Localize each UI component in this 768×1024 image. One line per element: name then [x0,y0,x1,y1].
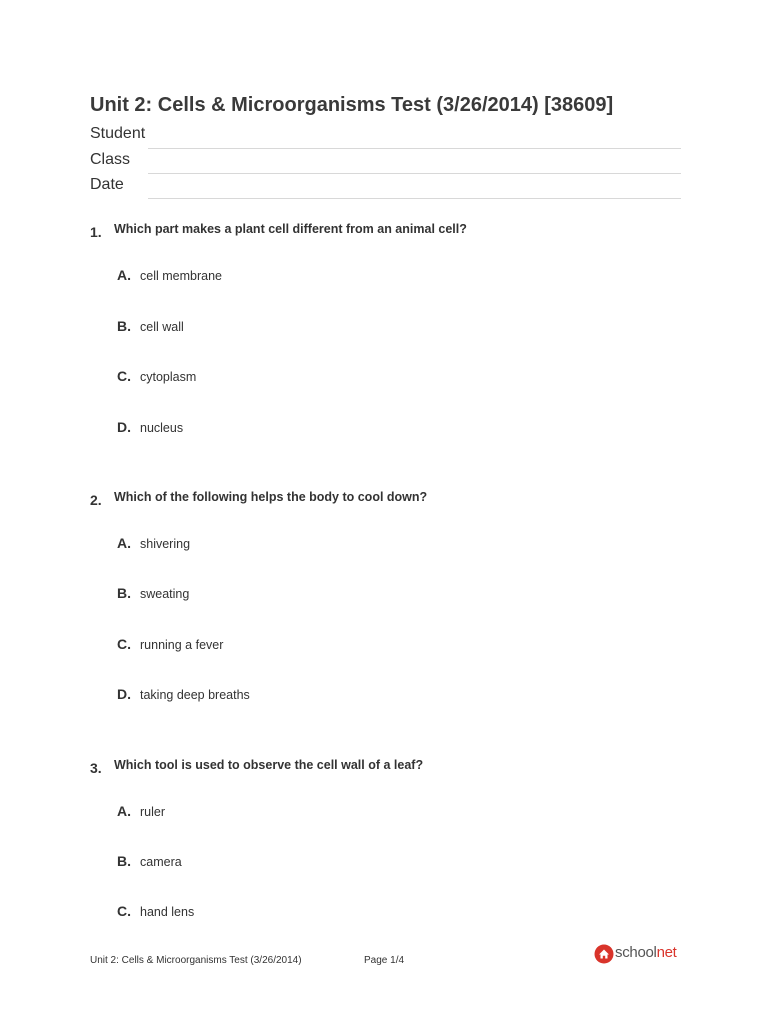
question-1-option-c [117,370,517,390]
logo-text-net: net [656,944,677,961]
question-text: Which part makes a plant cell different from an animal cell? [114,222,467,236]
student-field [90,125,681,150]
option-text: running a fever [140,638,224,652]
option-text: shivering [140,537,191,551]
question-2-option-d [117,688,517,708]
option-letter: C. [117,903,131,919]
question-text: Which of the following helps the body to cool down? [114,490,428,504]
question-3-option-b [117,855,517,875]
schoolnet-logo-text [615,944,677,961]
option-letter: A. [117,803,131,819]
question-number: 2. [90,492,102,508]
logo-text-school: school [615,944,657,961]
question-3-option-a [117,805,517,825]
question-1-option-a [117,269,517,289]
question-2-option-a [117,537,517,557]
footer-page-number: Page 1/4 [364,955,405,966]
schoolnet-logo [594,943,684,965]
schoolnet-logo-icon [594,944,614,964]
question-1-option-b [117,320,517,340]
class-label: Class [90,151,131,168]
question-number: 3. [90,760,102,776]
option-letter: D. [117,686,131,702]
option-letter: A. [117,535,131,551]
option-letter: B. [117,853,131,869]
option-text: cell membrane [140,269,222,283]
question-text: Which tool is used to observe the cell wall of a leaf? [114,758,424,772]
option-letter: C. [117,636,131,652]
option-text: hand lens [140,905,195,919]
question-2-option-c [117,638,517,658]
date-line [148,198,681,199]
page-title: Unit 2: Cells & Microorganisms Test (3/26/2014) [38609] [90,94,614,116]
class-line [148,173,681,174]
option-text: cell wall [140,320,184,334]
question-number: 1. [90,224,102,240]
student-label: Student [90,125,146,142]
option-letter: B. [117,318,131,334]
option-text: camera [140,855,182,869]
class-field [90,151,681,176]
date-label: Date [90,176,124,193]
footer-title: Unit 2: Cells & Microorganisms Test (3/26/2014) [90,955,302,966]
option-letter: D. [117,419,131,435]
question-3-option-c [117,905,517,925]
option-text: sweating [140,587,190,601]
student-line [148,148,681,149]
option-letter: A. [117,267,131,283]
question-2-option-b [117,587,517,607]
option-text: nucleus [140,421,184,435]
option-text: taking deep breaths [140,688,250,702]
question-1-option-d [117,421,517,441]
option-letter: B. [117,585,131,601]
date-field [90,176,681,201]
option-text: ruler [140,805,166,819]
option-text: cytoplasm [140,370,197,384]
option-letter: C. [117,368,131,384]
